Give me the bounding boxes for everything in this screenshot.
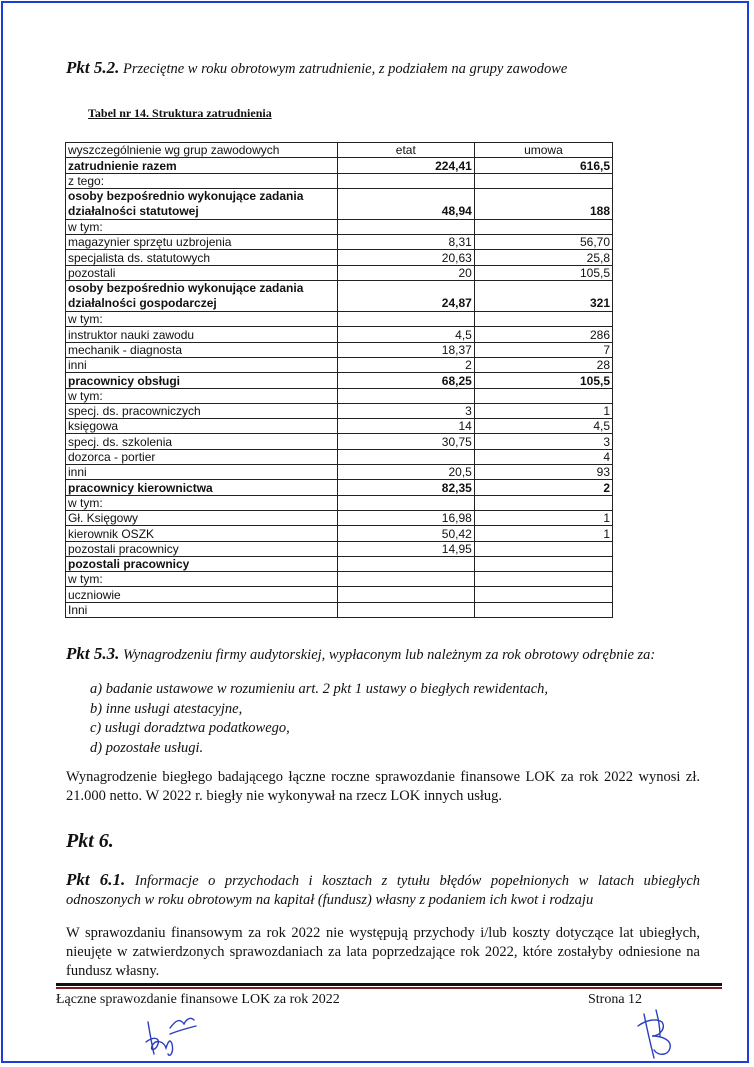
row-umowa-cell [474,388,612,403]
table-row [66,312,613,327]
row-etat-cell: 2 [337,357,474,372]
row-etat-cell: 48,94 [337,188,474,219]
row-etat-cell [337,602,474,617]
row-label-cell: specjalista ds. statutowych [66,250,338,265]
row-etat-cell: 8,31 [337,235,474,250]
table-row [66,434,613,449]
row-etat-cell [337,312,474,327]
row-umowa-cell: 105,5 [474,373,612,388]
row-label-cell: księgowa [66,419,338,434]
prior-years-paragraph: W sprawozdaniu finansowym za rok 2022 nie występują przychody i/lub koszty dotyczące lat ubiegłych, nieujęte w zatwierdzonych sprawozdaniach za lata poprzedzające rok 2022, które zostałyby odniesione na fundusz własny. [66,925,700,979]
row-label-cell: z tego: [66,173,338,188]
row-umowa-cell: 616,5 [474,158,612,173]
table-row [66,465,613,480]
row-label-cell: w tym: [66,388,338,403]
row-umowa-cell: 321 [474,281,612,312]
row-label-cell: pozostali pracownicy [66,541,338,556]
table-row [66,327,613,342]
employment-table [65,142,613,618]
section-heading-6: Pkt 6. [66,830,114,852]
table-row [66,541,613,556]
row-label-cell: instruktor nauki zawodu [66,327,338,342]
row-umowa-cell [474,219,612,234]
row-label-cell: uczniowie [66,587,338,602]
auditor-fee-paragraph: Wynagrodzenie biegłego badającego łączne roczne sprawozdanie finansowe LOK za rok 2022 wynosi zł. 21.000 netto. W 2022 r. biegły nie wykonywał na rzecz LOK innych usług. [66,769,700,804]
row-label-cell: pracownicy obsługi [66,373,338,388]
section-heading-5-2: Pkt 5.2. Przeciętne w roku obrotowym zatrudnienie, z podziałem na grupy zawodowe [66,58,568,77]
footer-document-title: Łączne sprawozdanie finansowe LOK za rok 2022 [56,992,340,1007]
row-etat-cell: 82,35 [337,480,474,495]
section-heading-6-1: Pkt 6.1. Informacje o przychodach i kosztach z tytułu błędów popełnionych w latach ubiegłych odnoszonych w roku obrotowym na kapitał (fundusz) własny z podaniem ich kwot i rodzaju [66,870,701,908]
row-umowa-cell: 1 [474,526,612,541]
row-label-cell: w tym: [66,312,338,327]
table-row [66,265,613,280]
signature-right-icon [636,1006,680,1062]
row-umowa-cell [474,173,612,188]
row-umowa-cell: 7 [474,342,612,357]
table-row [66,357,613,372]
row-etat-cell: 20,5 [337,465,474,480]
row-label-cell: inni [66,465,338,480]
row-umowa-cell [474,541,612,556]
row-umowa-cell: 4,5 [474,419,612,434]
list-item: b) inne usługi atestacyjne, [90,700,243,717]
row-etat-cell [337,587,474,602]
row-etat-cell [337,219,474,234]
row-label-cell: kierownik OSZK [66,526,338,541]
table-row [66,556,613,571]
table-row [66,602,613,617]
row-etat-cell: 50,42 [337,526,474,541]
signature-left-icon [140,1008,200,1060]
row-etat-cell: 24,87 [337,281,474,312]
row-etat-cell: 14 [337,419,474,434]
table-row [66,495,613,510]
table-header-etat: etat [337,143,474,158]
row-label-cell: Inni [66,602,338,617]
table-row [66,250,613,265]
table-row [66,281,613,312]
row-label-cell: pracownicy kierownictwa [66,480,338,495]
row-label-cell: osoby bezpośrednio wykonujące zadania działalności gospodarczej [66,281,338,312]
row-label-cell: mechanik - diagnosta [66,342,338,357]
row-umowa-cell: 56,70 [474,235,612,250]
row-etat-cell: 20 [337,265,474,280]
row-label-cell: w tym: [66,572,338,587]
row-umowa-cell [474,587,612,602]
row-etat-cell [337,495,474,510]
row-umowa-cell: 3 [474,434,612,449]
row-umowa-cell: 105,5 [474,265,612,280]
row-umowa-cell: 25,8 [474,250,612,265]
table-body [66,158,613,618]
row-etat-cell [337,572,474,587]
row-label-cell: osoby bezpośrednio wykonujące zadania działalności statutowej [66,188,338,219]
table-row [66,235,613,250]
row-umowa-cell: 4 [474,449,612,464]
table-row [66,388,613,403]
row-label-cell: inni [66,357,338,372]
table-row [66,526,613,541]
row-label-cell: pozostali [66,265,338,280]
row-label-cell: magazynier sprzętu uzbrojenia [66,235,338,250]
row-label-cell: zatrudnienie razem [66,158,338,173]
row-umowa-cell [474,495,612,510]
table-row [66,373,613,388]
table-row [66,587,613,602]
row-umowa-cell [474,572,612,587]
row-etat-cell [337,556,474,571]
table-header-category: wyszczególnienie wg grup zawodowych [66,143,338,158]
table-row [66,219,613,234]
row-umowa-cell: 1 [474,403,612,418]
row-etat-cell: 4,5 [337,327,474,342]
row-etat-cell: 224,41 [337,158,474,173]
row-umowa-cell: 286 [474,327,612,342]
section-heading-5-3: Pkt 5.3. Wynagrodzeniu firmy audytorskiej, wypłaconym lub należnym za rok obrotowy odrębnie za: [66,644,656,663]
row-etat-cell: 16,98 [337,510,474,525]
row-umowa-cell [474,312,612,327]
table-row [66,480,613,495]
list-item: d) pozostałe usługi. [90,739,204,756]
row-umowa-cell [474,602,612,617]
row-label-cell: w tym: [66,219,338,234]
row-etat-cell: 14,95 [337,541,474,556]
table-header-row [66,143,613,158]
footer-divider-accent [56,987,722,989]
table-row [66,419,613,434]
row-etat-cell: 18,37 [337,342,474,357]
list-item: a) badanie ustawowe w rozumieniu art. 2 pkt 1 ustawy o biegłych rewidentach, [90,681,549,697]
table-row [66,158,613,173]
row-label-cell: dozorca - portier [66,449,338,464]
row-umowa-cell: 93 [474,465,612,480]
row-etat-cell: 30,75 [337,434,474,449]
row-label-cell: pozostali pracownicy [66,556,338,571]
row-umowa-cell: 2 [474,480,612,495]
table-header-umowa: umowa [474,143,612,158]
table-row [66,188,613,219]
row-label-cell: specj. ds. pracowniczych [66,403,338,418]
table-row [66,403,613,418]
row-etat-cell [337,449,474,464]
table-row [66,572,613,587]
row-label-cell: Gł. Księgowy [66,510,338,525]
row-umowa-cell [474,556,612,571]
table-row [66,173,613,188]
row-label-cell: w tym: [66,495,338,510]
row-etat-cell [337,388,474,403]
list-item: c) usługi doradztwa podatkowego, [90,720,290,736]
row-umowa-cell: 1 [474,510,612,525]
table-row [66,342,613,357]
row-etat-cell [337,173,474,188]
row-etat-cell: 3 [337,403,474,418]
row-etat-cell: 20,63 [337,250,474,265]
table-row [66,449,613,464]
footer-divider [56,983,722,986]
table-title: Tabel nr 14. Struktura zatrudnienia [88,106,272,120]
row-label-cell: specj. ds. szkolenia [66,434,338,449]
row-umowa-cell: 28 [474,357,612,372]
row-umowa-cell: 188 [474,188,612,219]
table-row [66,510,613,525]
row-etat-cell: 68,25 [337,373,474,388]
footer-page-number: Strona 12 [588,992,643,1007]
fee-list [90,680,548,758]
